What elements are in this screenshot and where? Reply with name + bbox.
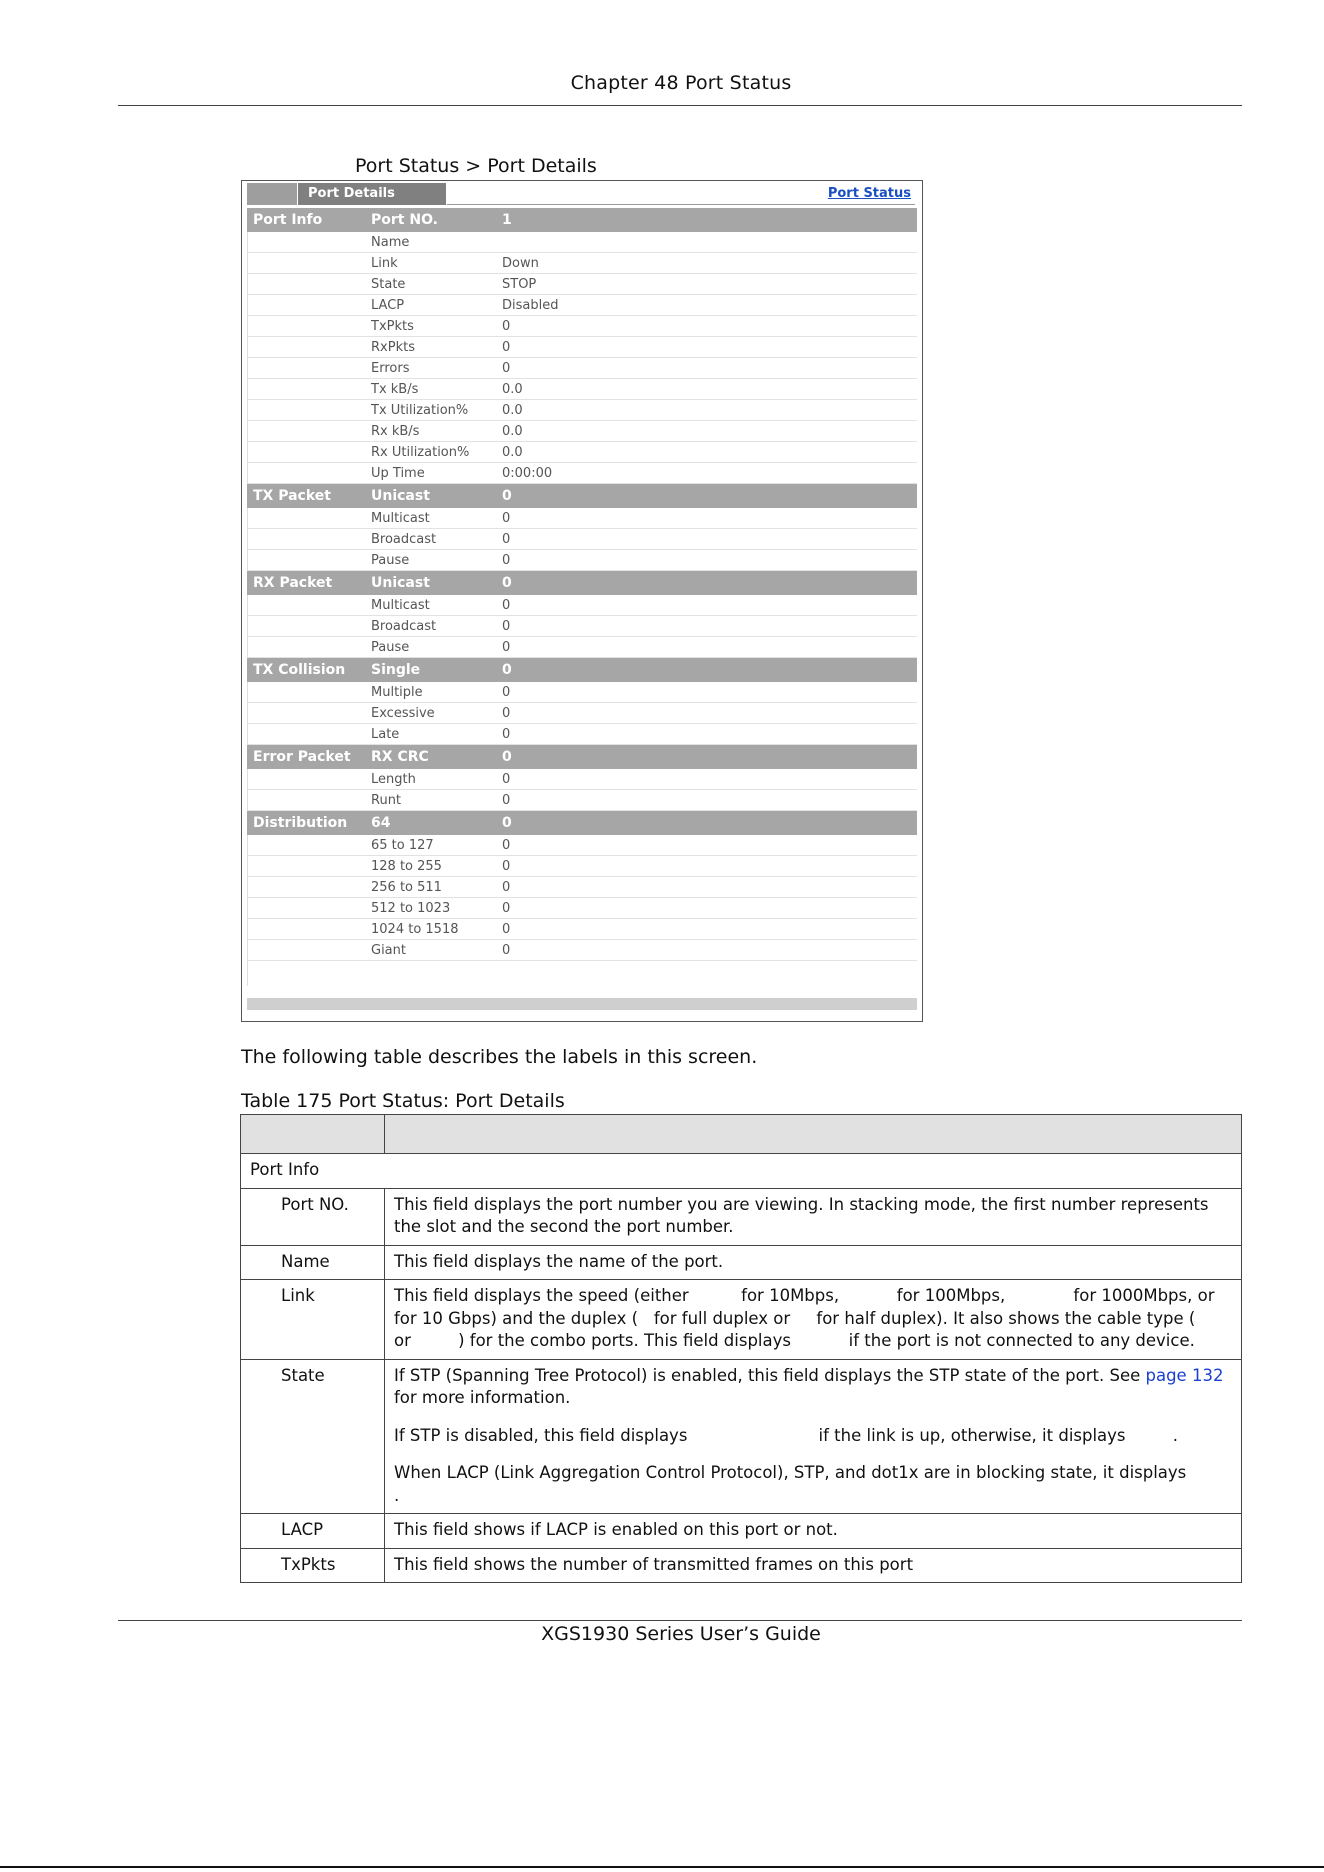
section-label — [247, 295, 365, 316]
field-value: 0 — [496, 877, 917, 898]
description-text: This field displays the name of the port. — [394, 1251, 724, 1271]
field-value: 0.0 — [496, 400, 917, 421]
table-row — [247, 400, 917, 421]
table-row — [247, 790, 917, 811]
field-value: 0.0 — [496, 379, 917, 400]
section-label — [247, 358, 365, 379]
table-row — [247, 550, 917, 571]
section-label: TX Packet — [247, 484, 365, 509]
field-value: 0.0 — [496, 442, 917, 463]
table-row — [247, 337, 917, 358]
field-label: Link — [365, 253, 496, 274]
section-label: Error Packet — [247, 745, 365, 770]
row-label: TxPkts — [241, 1548, 385, 1583]
field-label: Excessive — [365, 703, 496, 724]
field-label: Multiple — [365, 682, 496, 703]
field-label: Runt — [365, 790, 496, 811]
description-section-row — [241, 1154, 1242, 1189]
row-label: Link — [241, 1280, 385, 1360]
table-row — [241, 1548, 1242, 1583]
field-label: 65 to 127 — [365, 835, 496, 856]
section-label — [247, 637, 365, 658]
row-description — [385, 1188, 1242, 1245]
table-row — [241, 1514, 1242, 1549]
field-label: Late — [365, 724, 496, 745]
section-label: TX Collision — [247, 658, 365, 683]
table-row — [241, 1280, 1242, 1360]
field-value: 0 — [496, 571, 917, 596]
field-value: 0 — [496, 919, 917, 940]
header-rule — [118, 105, 1242, 106]
field-value: 0 — [496, 637, 917, 658]
table-row — [247, 358, 917, 379]
description-text — [394, 1365, 1233, 1410]
section-row — [247, 571, 917, 596]
section-label — [247, 940, 365, 961]
field-value: 0 — [496, 616, 917, 637]
table-row — [247, 232, 917, 253]
header-cell-description — [385, 1115, 1242, 1154]
description-text-part: for more information. — [394, 1388, 571, 1407]
section-cell: Port Info — [241, 1154, 1242, 1189]
section-row — [247, 658, 917, 683]
field-value: 0 — [496, 682, 917, 703]
section-label — [247, 877, 365, 898]
section-label — [247, 337, 365, 358]
description-text: This field shows the number of transmitted frames on this port — [394, 1554, 914, 1574]
page-footer: XGS1930 Series User’s Guide — [541, 1623, 821, 1645]
field-label: Broadcast — [365, 529, 496, 550]
table-row — [247, 637, 917, 658]
section-label — [247, 232, 365, 253]
port-details-table — [247, 208, 917, 961]
row-description — [385, 1514, 1242, 1549]
table-row — [247, 421, 917, 442]
field-label: Up Time — [365, 463, 496, 484]
table-row — [247, 835, 917, 856]
page-132-link[interactable]: page 132 — [1145, 1365, 1224, 1385]
field-label: RxPkts — [365, 337, 496, 358]
description-table — [240, 1114, 1264, 1583]
header-cell-label — [241, 1115, 385, 1154]
section-label — [247, 919, 365, 940]
field-label: Tx Utilization% — [365, 400, 496, 421]
section-label — [247, 463, 365, 484]
field-value: 0 — [496, 658, 917, 683]
section-row — [247, 208, 917, 232]
field-label: Rx kB/s — [365, 421, 496, 442]
field-label: 64 — [365, 811, 496, 836]
field-value: 0 — [496, 337, 917, 358]
field-value: 0 — [496, 529, 917, 550]
table-row — [247, 508, 917, 529]
table-row — [241, 1359, 1242, 1514]
section-label — [247, 316, 365, 337]
field-value: Disabled — [496, 295, 917, 316]
field-label: Unicast — [365, 484, 496, 509]
field-label: State — [365, 274, 496, 295]
row-description — [385, 1548, 1242, 1583]
footer-rule — [118, 1620, 1242, 1621]
field-label: LACP — [365, 295, 496, 316]
field-label: Port NO. — [365, 208, 496, 232]
field-value: 0:00:00 — [496, 463, 917, 484]
table-row — [247, 682, 917, 703]
table-row — [247, 595, 917, 616]
field-value: 0 — [496, 316, 917, 337]
table-row — [247, 703, 917, 724]
table-row — [247, 316, 917, 337]
section-label — [247, 790, 365, 811]
section-row — [247, 745, 917, 770]
row-label: Port NO. — [241, 1188, 385, 1245]
field-label: Single — [365, 658, 496, 683]
field-label: Rx Utilization% — [365, 442, 496, 463]
field-label: Length — [365, 769, 496, 790]
field-label: 1024 to 1518 — [365, 919, 496, 940]
field-value: 0.0 — [496, 421, 917, 442]
field-label: Multicast — [365, 595, 496, 616]
section-label: Port Info — [247, 208, 365, 232]
tab-port-details[interactable]: Port Details — [298, 183, 446, 205]
section-label — [247, 274, 365, 295]
section-label — [247, 595, 365, 616]
section-row — [247, 484, 917, 509]
section-label — [247, 529, 365, 550]
section-label — [247, 550, 365, 571]
section-label — [247, 835, 365, 856]
field-value: 0 — [496, 550, 917, 571]
field-value: 0 — [496, 484, 917, 509]
field-label: Multicast — [365, 508, 496, 529]
field-label: Giant — [365, 940, 496, 961]
field-label: 128 to 255 — [365, 856, 496, 877]
section-label — [247, 616, 365, 637]
table-row — [241, 1245, 1242, 1280]
table-row — [241, 1188, 1242, 1245]
page-header: Chapter 48 Port Status — [570, 72, 792, 94]
table-row — [247, 274, 917, 295]
section-label — [247, 508, 365, 529]
field-value: 0 — [496, 724, 917, 745]
row-description — [385, 1359, 1250, 1514]
section-label — [247, 769, 365, 790]
port-details-screenshot — [241, 180, 923, 1022]
table-row — [247, 253, 917, 274]
field-value: 0 — [496, 508, 917, 529]
table-row — [247, 529, 917, 550]
field-value: 0 — [496, 595, 917, 616]
table-row — [247, 898, 917, 919]
field-label: Tx kB/s — [365, 379, 496, 400]
section-label — [247, 400, 365, 421]
tab-stub — [247, 183, 297, 205]
figure-caption: Port Status > Port Details — [355, 155, 597, 177]
field-label: Name — [365, 232, 496, 253]
section-label — [247, 703, 365, 724]
section-label — [247, 898, 365, 919]
field-label: 512 to 1023 — [365, 898, 496, 919]
field-value: 0 — [496, 790, 917, 811]
table-row — [247, 877, 917, 898]
table-caption: Table 175 Port Status: Port Details — [241, 1090, 565, 1112]
section-label — [247, 421, 365, 442]
field-label: RX CRC — [365, 745, 496, 770]
section-label — [247, 253, 365, 274]
description-text-part: If STP (Spanning Tree Protocol) is enabled, this field displays the STP state of the port. See — [394, 1365, 1146, 1385]
section-label — [247, 724, 365, 745]
table-row — [247, 940, 917, 961]
field-value: 0 — [496, 811, 917, 836]
field-value: 0 — [496, 745, 917, 770]
table-row — [247, 379, 917, 400]
section-label: RX Packet — [247, 571, 365, 596]
table-row — [247, 295, 917, 316]
page-bottom-edge — [0, 1866, 1324, 1868]
description-text: This field shows if LACP is enabled on this port or not. — [394, 1520, 838, 1539]
field-value: STOP — [496, 274, 917, 295]
field-label: Errors — [365, 358, 496, 379]
section-label — [247, 682, 365, 703]
table-row — [247, 769, 917, 790]
tab-divider — [447, 204, 915, 205]
field-value: 0 — [496, 358, 917, 379]
description-text: This field displays the port number you are viewing. In stacking mode, the first number represents the slot and the second the port number. — [394, 1194, 1209, 1236]
row-description — [385, 1245, 1242, 1280]
section-row — [247, 811, 917, 836]
description-text: When LACP (Link Aggregation Control Protocol), STP, and dot1x are in blocking state, it displays . — [394, 1463, 1250, 1505]
field-value: 0 — [496, 856, 917, 877]
table-row — [247, 616, 917, 637]
row-description — [385, 1280, 1264, 1360]
field-value: Down — [496, 253, 917, 274]
row-label: State — [241, 1359, 385, 1514]
row-label: LACP — [241, 1514, 385, 1549]
description-header-row — [241, 1115, 1242, 1154]
tab-bar — [247, 183, 915, 205]
field-value: 0 — [496, 769, 917, 790]
section-label — [247, 442, 365, 463]
field-value: 0 — [496, 835, 917, 856]
port-status-link[interactable]: Port Status — [827, 186, 911, 201]
field-value: 0 — [496, 940, 917, 961]
row-label: Name — [241, 1245, 385, 1280]
field-value: 0 — [496, 703, 917, 724]
table-row — [247, 856, 917, 877]
section-label: Distribution — [247, 811, 365, 836]
field-label: Pause — [365, 550, 496, 571]
field-label: Unicast — [365, 571, 496, 596]
field-label: Broadcast — [365, 616, 496, 637]
table-bottom-bar — [247, 998, 917, 1010]
description-text: If STP is disabled, this field displays if the link is up, otherwise, it displays . — [394, 1425, 1178, 1445]
field-value: 1 — [496, 208, 917, 232]
field-label: 256 to 511 — [365, 877, 496, 898]
table-row — [247, 442, 917, 463]
section-label — [247, 379, 365, 400]
table-row — [247, 724, 917, 745]
description-text: This field displays the speed (either for 10Mbps, for 100Mbps, for 1000Mbps, or for 10 Gbps) and the duplex ( for full duplex or for half duplex). It also shows the cable type ( or ) for the combo ports. This field displays if the port is not connected to any device. — [394, 1286, 1264, 1350]
table-row — [247, 463, 917, 484]
section-label — [247, 856, 365, 877]
table-row — [247, 919, 917, 940]
intro-text: The following table describes the labels in this screen. — [241, 1046, 758, 1068]
field-value: 0 — [496, 898, 917, 919]
field-label: TxPkts — [365, 316, 496, 337]
field-label: Pause — [365, 637, 496, 658]
field-value — [496, 232, 917, 253]
